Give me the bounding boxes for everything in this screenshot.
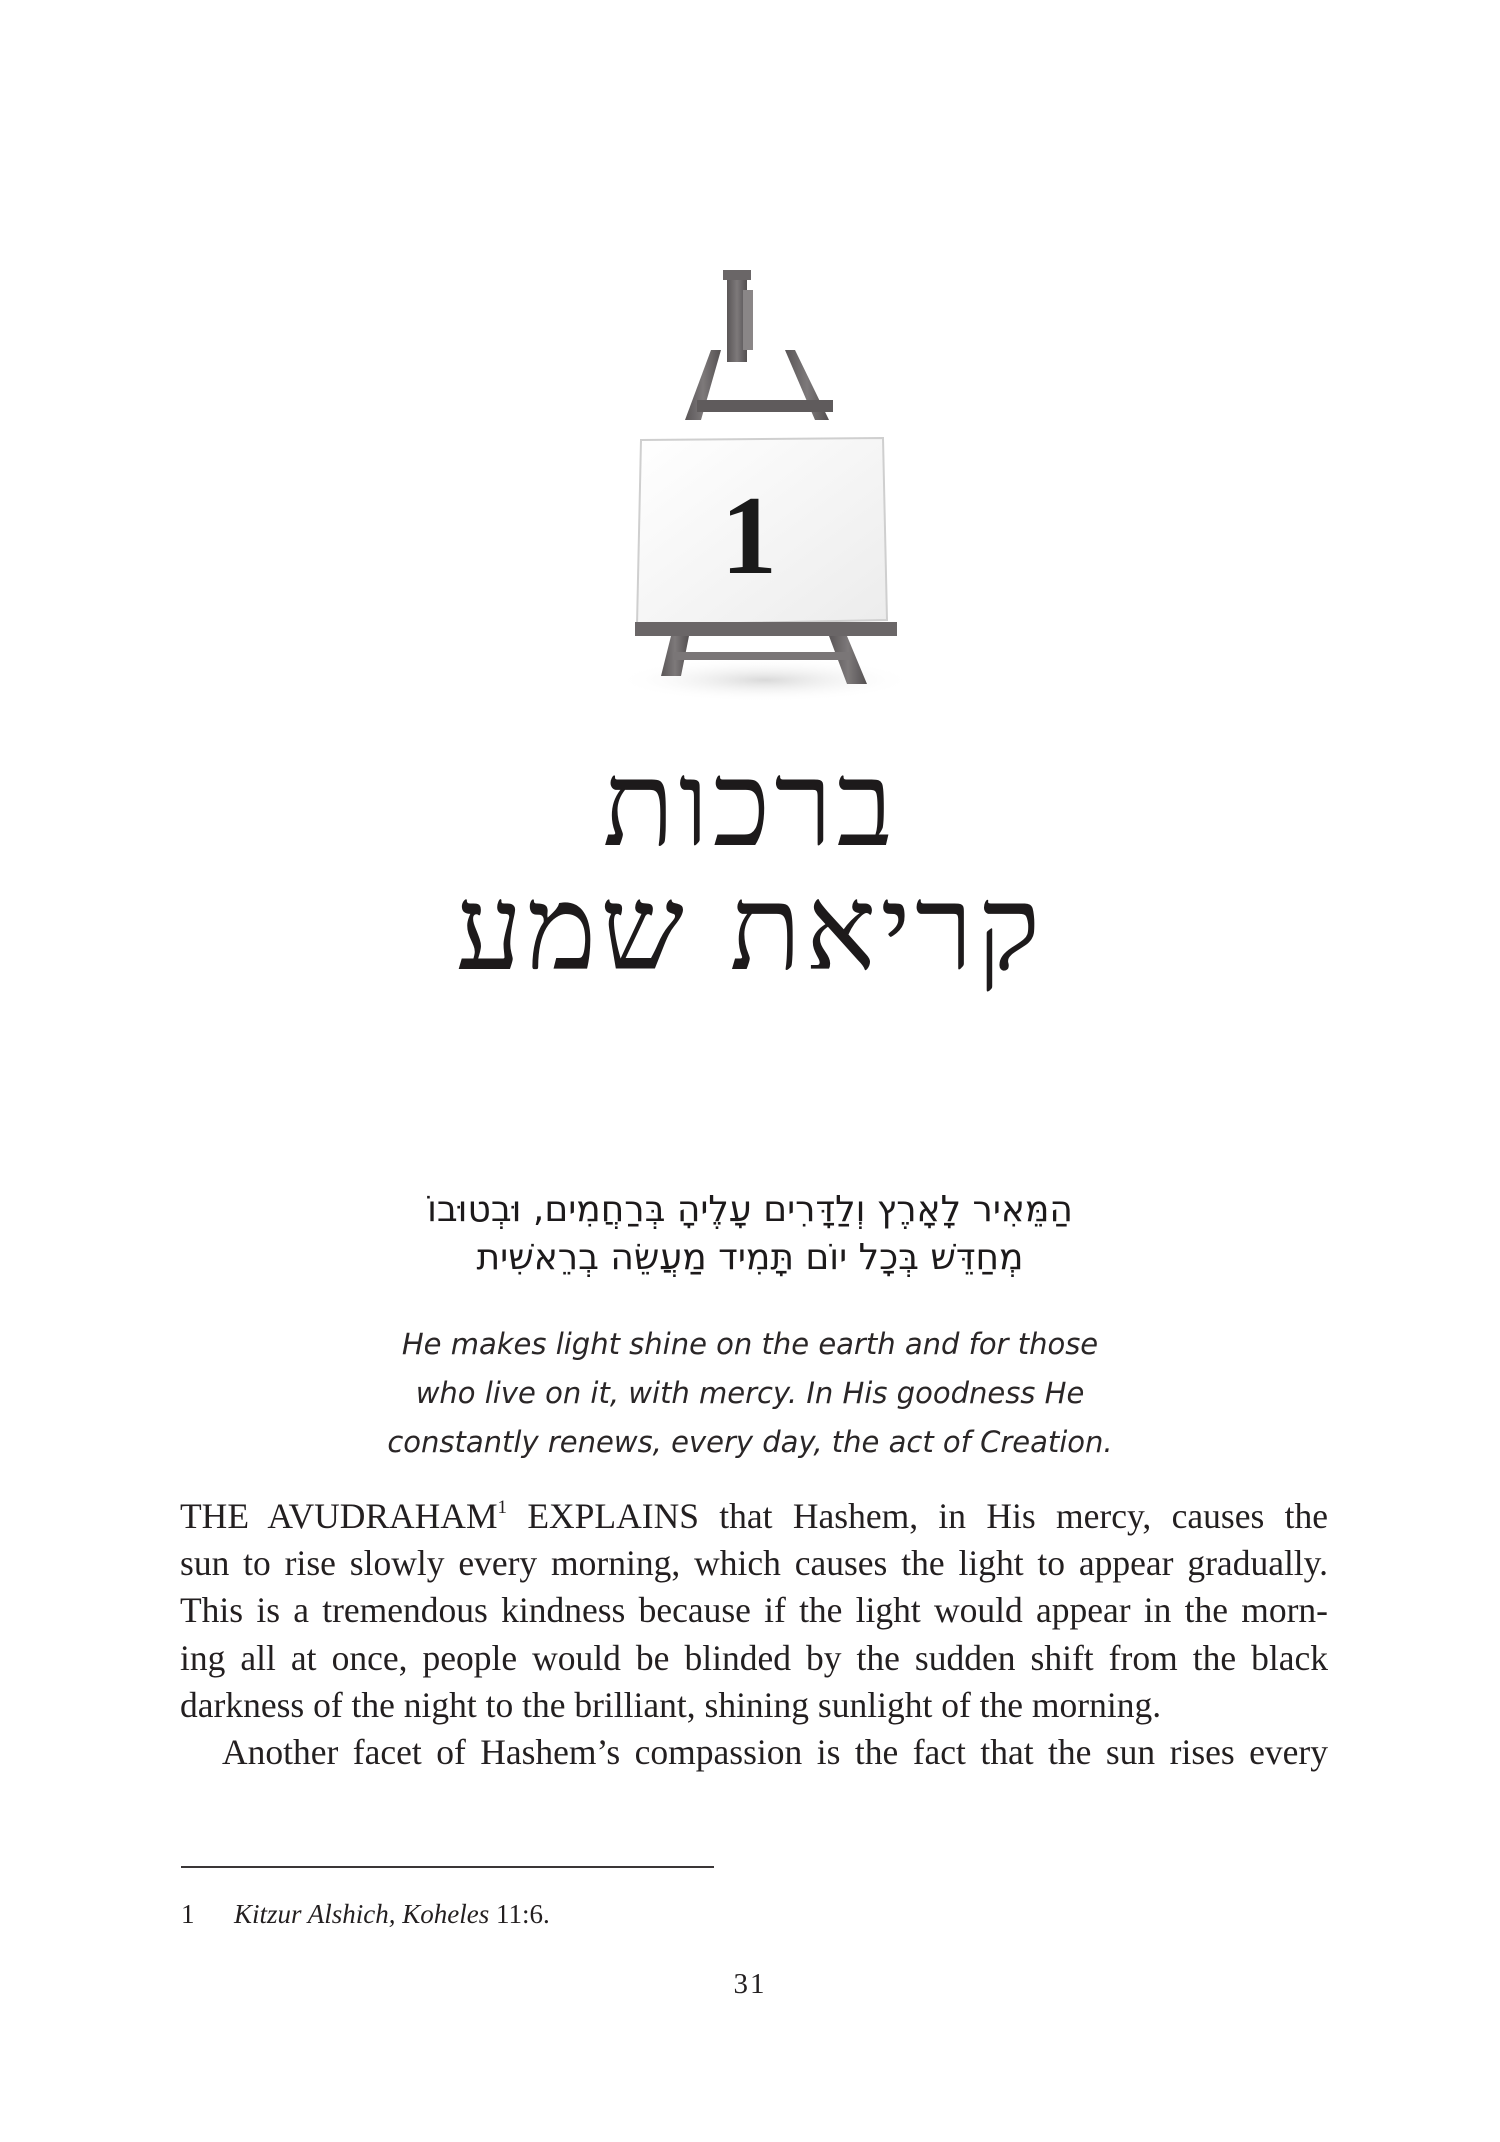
footnote-reference[interactable]: 1: [497, 1497, 508, 1518]
footnote-number: 1: [181, 1899, 195, 1929]
translation-line-3: constantly renews, every day, the act of Creation.: [387, 1425, 1113, 1459]
translation-line-1: He makes light shine on the earth and for those: [401, 1327, 1099, 1361]
hebrew-quote: [0, 1186, 1500, 1282]
chapter-number: 1: [721, 474, 777, 598]
body-line-4: ing all at once, people would be blinded by the sudden shift from the black: [180, 1637, 1328, 1678]
lead-in-text-2: EXPLAINS: [507, 1496, 699, 1536]
body-line-6: Another facet of Hashem’s compassion is the fact that the sun rises every: [222, 1732, 1328, 1773]
body-line-2: sun to rise slowly every morning, which causes the light to appear gradually.: [180, 1543, 1328, 1584]
english-translation: [0, 1320, 1500, 1467]
footnote-source-title: Kitzur Alshich, Koheles: [234, 1899, 490, 1929]
chapter-title-line-1: ברכות: [602, 735, 898, 873]
footnote-source-ref: 11:6.: [489, 1899, 550, 1929]
chapter-title-line-2: קריאת שמע: [455, 859, 1045, 997]
chapter-title: [0, 735, 1500, 997]
lead-in-text: THE AVUDRAHAM: [180, 1496, 498, 1536]
translation-line-2: who live on it, with mercy. In His goodness He: [415, 1376, 1085, 1410]
body-line-1: [180, 1493, 1328, 1540]
hebrew-quote-line-2: מְחַדֵּשׁ בְּכָל יוֹם תָּמִיד מַעֲשֵׂה בְרֵאשִׁית: [476, 1237, 1024, 1278]
hebrew-quote-line-1: הַמֵּאִיר לָאָרֶץ וְלַדָּרִים עָלֶיהָ בְּרַחֲמִים, וּבְטוּבוֹ: [427, 1189, 1073, 1230]
body-line-5: darkness of the night to the brilliant, shining sunlight of the morning.: [180, 1684, 1162, 1725]
footnote-divider: [181, 1866, 714, 1868]
body-text: [180, 1493, 1328, 1776]
body-line-1-rest: that Hashem, in His mercy, causes the: [698, 1496, 1328, 1536]
chapter-easel-illustration: [615, 240, 915, 710]
page-number: 31: [733, 1968, 767, 2000]
body-line-3: This is a tremendous kindness because if the light would appear in the morn-: [180, 1590, 1328, 1631]
footnote: [181, 1896, 1281, 1932]
